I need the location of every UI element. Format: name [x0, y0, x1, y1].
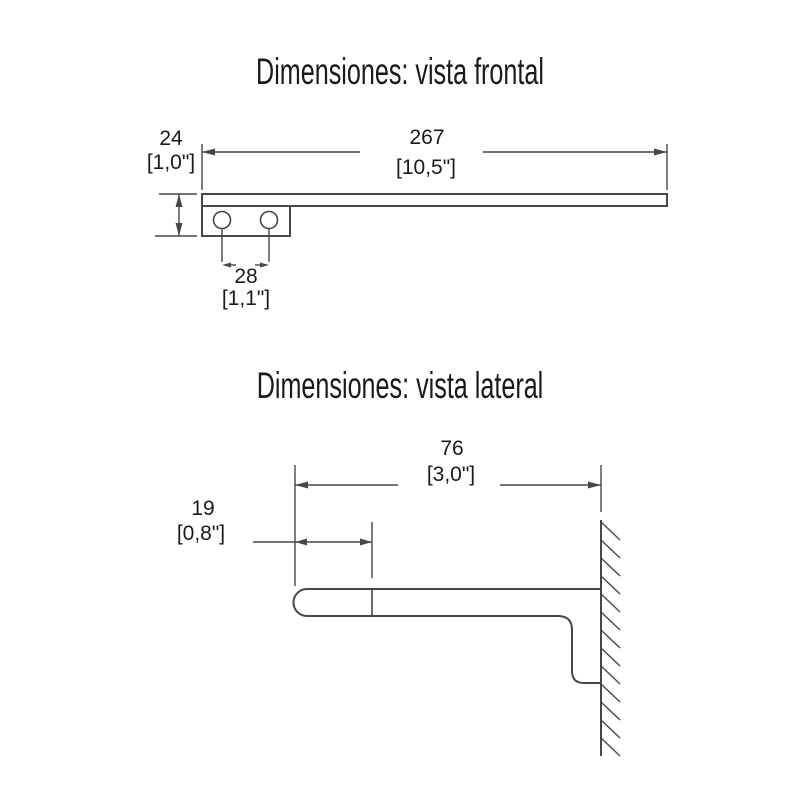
wall-hatching: [601, 522, 620, 756]
arrowhead-right: [588, 482, 601, 489]
arrowhead-right: [654, 149, 667, 156]
wall: [601, 520, 620, 756]
dimension-value-inch: [10,5"]: [396, 156, 456, 179]
shelf-bar-front: [202, 194, 667, 206]
arrowhead-left: [295, 482, 308, 489]
arrowhead-right: [260, 263, 269, 268]
dimension-value-mm: 24: [159, 127, 183, 150]
shelf-profile: [294, 589, 602, 683]
dimension-value-mm: 19: [191, 497, 215, 520]
arrowhead-right: [360, 539, 372, 546]
dimension-length: [202, 126, 667, 190]
dimension-offset: [177, 497, 372, 578]
arrowhead-left: [222, 263, 231, 268]
dimension-value-inch: [0,8"]: [176, 522, 226, 545]
dimension-value-inch: [1,1"]: [221, 287, 271, 310]
arrowhead-down: [176, 223, 183, 236]
arrowhead-up: [176, 194, 183, 207]
dimension-value-mm: 28: [234, 265, 258, 288]
side-view: [177, 364, 620, 756]
dimension-depth: [295, 437, 601, 586]
front-view: [147, 50, 667, 310]
dimension-height: [147, 127, 197, 236]
side-view-title: Dimensiones: vista lateral: [256, 364, 544, 407]
arrowhead-left: [202, 149, 215, 156]
dimension-value-inch: [1,0"]: [146, 151, 196, 174]
dimension-value-mm: 76: [440, 437, 464, 460]
front-view-title: Dimensiones: vista frontal: [256, 50, 544, 93]
dimension-value-mm: 267: [409, 126, 445, 149]
dimension-value-inch: [3,0"]: [426, 463, 476, 486]
dimension-hole-spacing: [222, 229, 270, 310]
arrowhead-left: [295, 539, 307, 546]
